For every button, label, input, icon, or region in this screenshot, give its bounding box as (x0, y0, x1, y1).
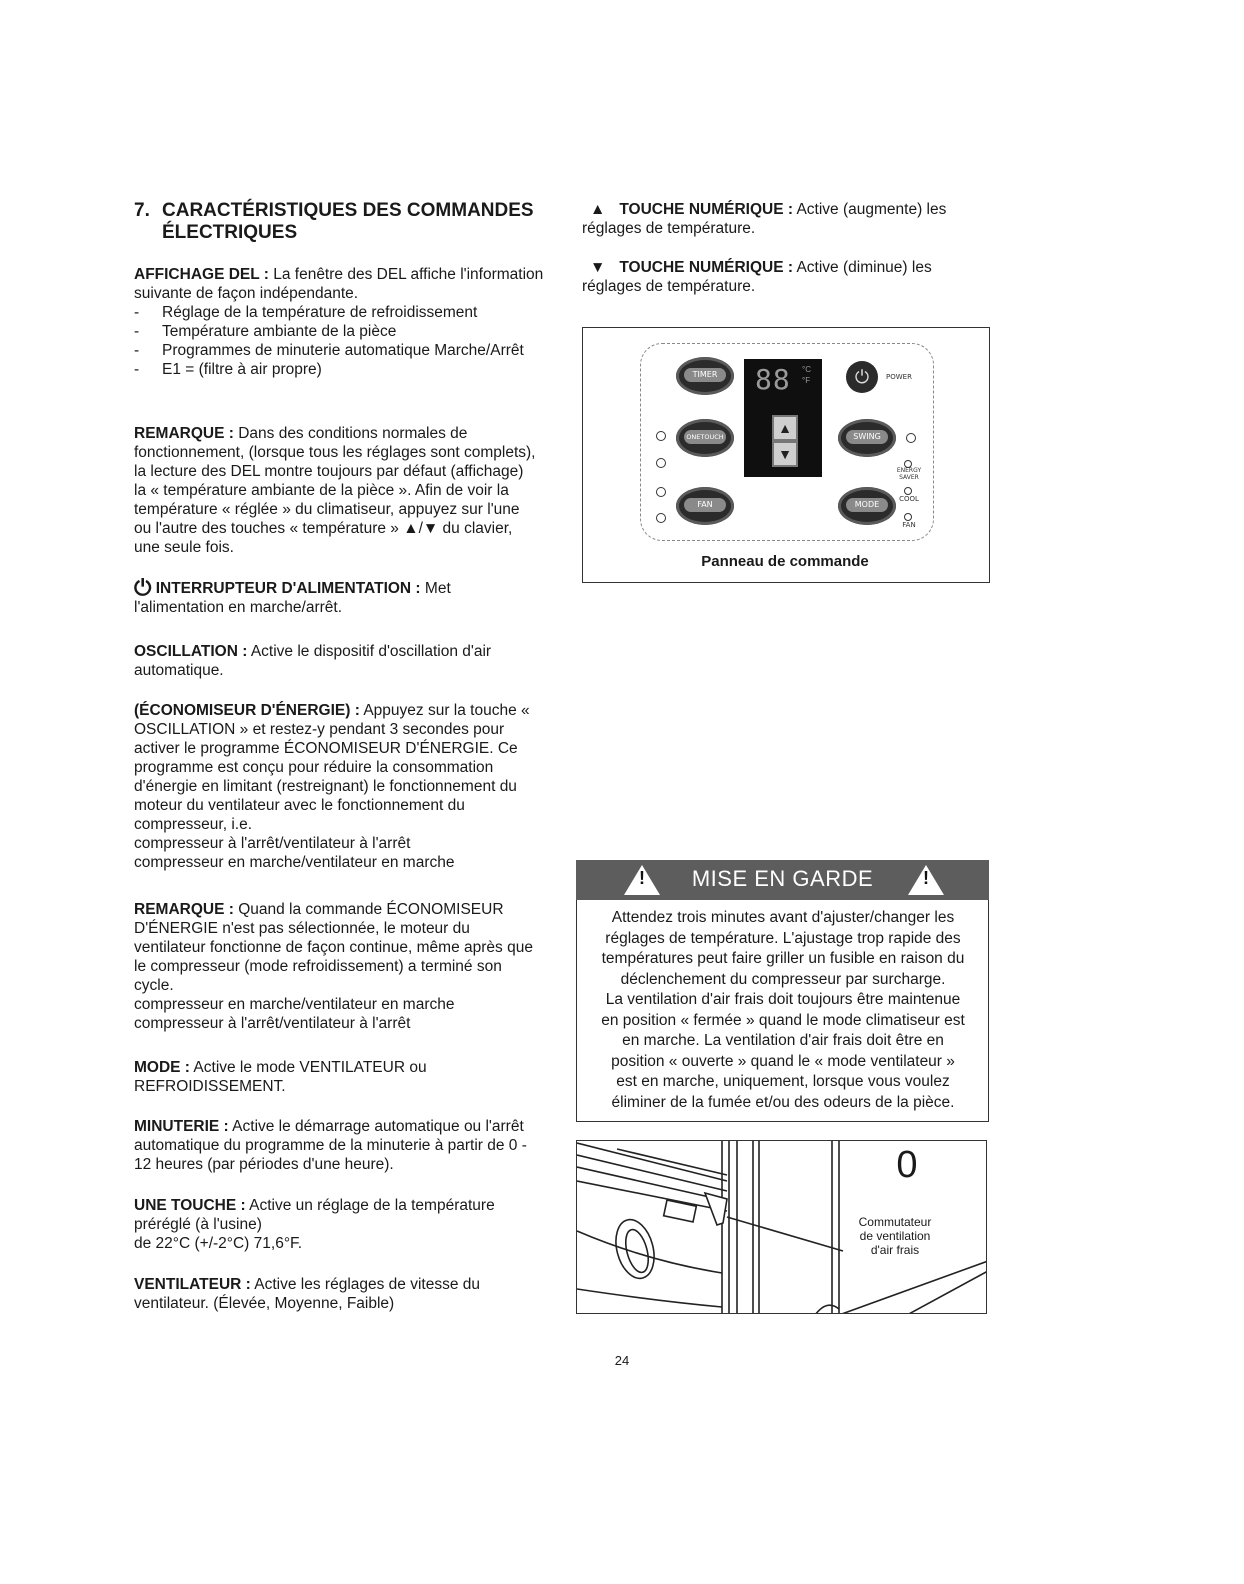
energy-saver-text: Appuyez sur la touche « OSCILLATION » et restez-y pendant 3 secondes pour activer le programme ÉCONOMISEUR D'ÉNERGIE. Ce programme est conçu pour réduire la consommation d'énergie en limitant (restreignant) le fonctionnement du moteur du ventilateur avec le fonctionnement du compresseur, i.e. (134, 702, 530, 833)
energy-saver-label: ENERGY SAVER (896, 467, 922, 481)
mode-text: Active le mode VENTILATEUR ou REFROIDISSEMENT. (134, 1059, 427, 1095)
section-title-line2: ÉLECTRIQUES (162, 222, 298, 243)
remark-1-text-end: du clavier, une seule fois. (134, 520, 513, 556)
remark-1-text: Dans des conditions normales de fonctionnement, (lorsque tous les réglages sont complets), la lecture des DEL montre toujours par défaut (affichage) la « température ambiante de la pièce ». Afin de voir la température « réglée » du climatiseur, appuyez sur l'une ou l'autre des touches « température » (134, 425, 536, 537)
warning-line: en position « fermée » quand le mode climatiseur est (601, 1011, 965, 1029)
warning-line: est en marche, uniquement, lorsque vous voulez (616, 1073, 950, 1090)
power-switch-paragraph (134, 575, 544, 617)
led-text: La fenêtre des DEL affiche l'information suivante de façon indépendante. (134, 266, 544, 302)
swing-button[interactable] (838, 419, 896, 457)
warning-line: températures peut faire griller un fusible en raison du (601, 950, 965, 967)
warning-title: MISE EN GARDE (691, 866, 874, 891)
fan-button-label: FAN (684, 498, 726, 512)
page-number: 24 (614, 1353, 630, 1368)
open-symbol: 0 (896, 1144, 918, 1186)
oscillation-label: OSCILLATION : (134, 643, 248, 660)
remark-1-label: REMARQUE : (134, 425, 234, 442)
warning-line: déclenchement du compresseur par surcharge. (620, 970, 946, 988)
remark-2-line-2: compresseur à l'arrêt/ventilateur à l'arrêt (134, 1015, 411, 1032)
section-heading (134, 200, 554, 244)
one-touch-line-2: de 22°C (+/-2°C) 71,6°F. (134, 1235, 303, 1252)
one-touch-paragraph (134, 1196, 544, 1253)
down-key-paragraph (582, 258, 982, 296)
display-unit-fahrenheit: °F (802, 376, 811, 385)
section-number: 7. (134, 200, 150, 221)
remark-2-paragraph (134, 900, 544, 1033)
temp-up-button[interactable]: ▲ (772, 415, 798, 441)
mode-paragraph (134, 1058, 544, 1096)
indicator-led (656, 458, 666, 468)
led-label: AFFICHAGE DEL : (134, 266, 269, 283)
control-panel (640, 343, 932, 539)
down-key-text: Active (diminue) les réglages de température. (582, 259, 932, 295)
energy-saver-paragraph (134, 701, 544, 872)
power-label: INTERRUPTEUR D'ALIMENTATION : (155, 580, 421, 597)
one-touch-text: Active un réglage de la température préréglé (à l'usine) (134, 1197, 495, 1233)
vent-switch-label (845, 1215, 945, 1257)
fan-text: Active les réglages de vitesse du ventilateur. (Élevée, Moyenne, Faible) (134, 1276, 481, 1312)
timer-paragraph (134, 1117, 544, 1174)
one-touch-label: UNE TOUCHE : (134, 1197, 246, 1214)
temp-down-button[interactable]: ▼ (772, 441, 798, 467)
timer-label: MINUTERIE : (134, 1118, 229, 1135)
power-text: Met l'alimentation en marche/arrêt. (134, 580, 451, 616)
warning-line: La ventilation d'air frais doit toujours être maintenue (605, 991, 961, 1008)
panel-caption: Panneau de commande (701, 553, 869, 570)
warning-line: Attendez trois minutes avant d'ajuster/changer les (611, 909, 955, 926)
up-key-paragraph (582, 200, 982, 238)
list-item: - Réglage de la température de refroidissement (134, 303, 544, 322)
list-item: - E1 = (filtre à air propre) (134, 360, 544, 379)
fan-button[interactable] (676, 487, 734, 525)
arrow-up-icon: ▲ (403, 520, 419, 537)
vent-label-line: de ventilation (859, 1229, 931, 1243)
swing-button-label: SWING (846, 430, 888, 444)
list-item: - Programmes de minuterie automatique Marche/Arrêt (134, 341, 544, 360)
arrow-down-icon: ▼ (422, 520, 439, 537)
remark-2-text: Quand la commande ÉCONOMISEUR D'ÉNERGIE n'est pas sélectionnée, le moteur du ventilateur fonctionne de façon continue, même après que le compresseur (mode refroidissement) a terminé son cycle. (134, 901, 533, 994)
up-key-label: TOUCHE NUMÉRIQUE : (619, 201, 794, 218)
fan-mode-led (904, 513, 912, 521)
remark-2-line-1: compresseur en marche/ventilateur en marche (134, 996, 455, 1013)
warning-header (576, 860, 989, 900)
energy-saver-line-1: compresseur à l'arrêt/ventilateur à l'arrêt (134, 835, 411, 852)
fresh-air-vent-illustration (576, 1140, 987, 1314)
mode-label: MODE : (134, 1059, 190, 1076)
cool-label: COOL (899, 495, 919, 503)
oscillation-text: Active le dispositif d'oscillation d'air automatique. (134, 643, 492, 679)
cool-led (904, 487, 912, 495)
list-item: - Température ambiante de la pièce (134, 322, 544, 341)
oscillation-paragraph (134, 642, 544, 680)
warning-text (582, 908, 984, 1113)
fan-paragraph (134, 1275, 544, 1313)
one-touch-button-label: ONETOUCH (684, 430, 726, 444)
timer-text: Active le démarrage automatique ou l'arrêt automatique du programme de la minuterie à partir de 0 - 12 heures (par périodes d'une heure). (134, 1118, 527, 1173)
indicator-led (656, 513, 666, 523)
fan-mode-label: FAN (902, 521, 916, 529)
led-item-list (134, 303, 544, 379)
down-triangle-icon: ▼ (590, 259, 606, 276)
up-key-text: Active (augmente) les réglages de température. (582, 201, 947, 237)
warning-line: éliminer de la fumée et/ou des odeurs de la pièce. (611, 1093, 955, 1111)
vent-label-line: d'air frais (870, 1243, 920, 1257)
section-title-line1: CARACTÉRISTIQUES DES COMMANDES (162, 200, 534, 221)
power-icon: ⏻ (134, 575, 152, 600)
warning-exclamation: ! (923, 868, 929, 888)
display-digits: 88 (755, 363, 791, 396)
indicator-led (656, 487, 666, 497)
timer-button-label: TIMER (684, 368, 726, 382)
remark-2-label: REMARQUE : (134, 901, 234, 918)
power-symbol-icon: ⏻ (854, 367, 870, 387)
power-label: POWER (886, 373, 912, 381)
fan-label: VENTILATEUR : (134, 1276, 251, 1293)
display-unit-celsius: °C (802, 365, 811, 374)
energy-saver-line-2: compresseur en marche/ventilateur en marche (134, 854, 455, 871)
warning-line: position « ouverte » quand le « mode ventilateur » (611, 1052, 955, 1070)
mode-button-label: MODE (846, 498, 888, 512)
down-key-label: TOUCHE NUMÉRIQUE : (619, 259, 794, 276)
warning-line: en marche. La ventilation d'air frais doit être en (622, 1032, 944, 1049)
swing-indicator-led (906, 433, 916, 443)
warning-line: réglages de température. L'ajustage trop rapide des (605, 929, 961, 947)
one-touch-button[interactable] (676, 419, 734, 457)
power-button[interactable] (846, 361, 878, 393)
timer-button[interactable] (676, 357, 734, 395)
remark-1-paragraph: REMARQUE : Dans des conditions normales de fonctionnement, (lorsque tous les réglages sont complets), la lecture des DEL montre toujours par défaut (affichage) la « température ambiante de la pièce ». Afin de voir la température « réglée » du climatiseur, appuyez sur l'une ou l'autre des touches « température » ▲/▼ du clavier, une seule fois. (134, 425, 536, 556)
up-triangle-icon: ▲ (590, 201, 606, 218)
vent-label-line: Commutateur (858, 1215, 932, 1229)
warning-exclamation: ! (639, 868, 645, 888)
mode-button[interactable] (838, 487, 896, 525)
led-display-paragraph (134, 265, 544, 379)
energy-saver-label: (ÉCONOMISEUR D'ÉNERGIE) : (134, 702, 360, 719)
indicator-led (656, 431, 666, 441)
